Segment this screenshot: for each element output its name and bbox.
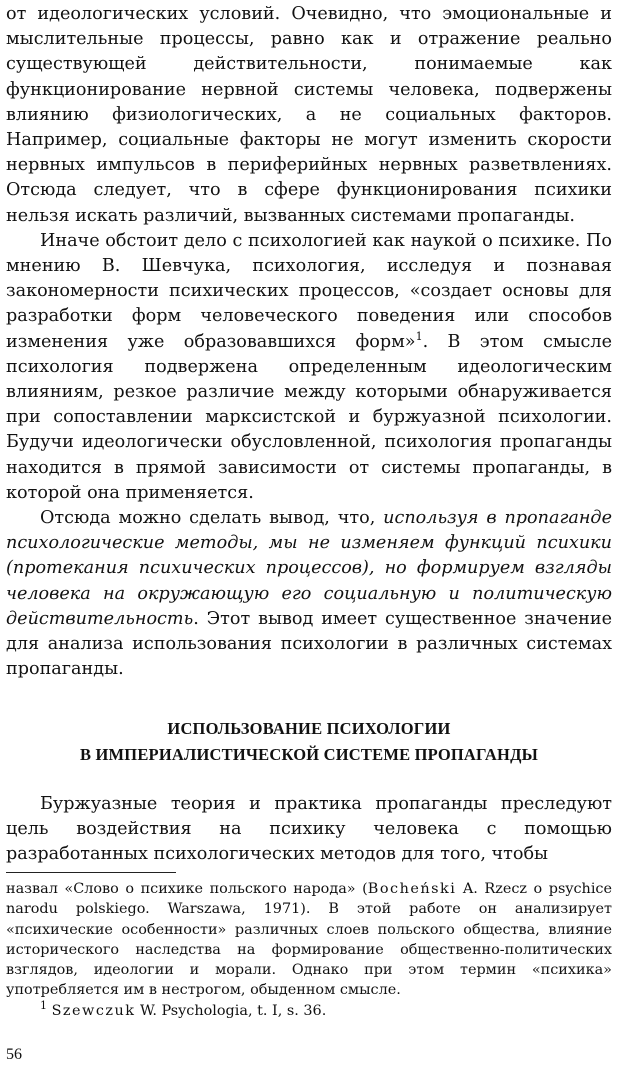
page-number: 56: [6, 1046, 22, 1063]
paragraph-3-lead: Отсюда можно сделать вывод, что,: [40, 508, 384, 529]
footnote-1-marker: 1: [40, 998, 47, 1012]
footnote-1-rest: W. Psychologia, t. I, s. 36.: [135, 1002, 327, 1019]
section-heading-line-2: В ИМПЕРИАЛИСТИЧЕСКОЙ СИСТЕМЕ ПРОПАГАНДЫ: [79, 745, 539, 764]
section-heading: [6, 716, 612, 768]
footnote-divider: [6, 872, 176, 873]
paragraph-3-tail: . Этот вывод имеет существенное значение для анализа использования психологии в различных системах пропаганды.: [6, 608, 612, 680]
section-heading-line-1: ИСПОЛЬЗОВАНИЕ ПСИХОЛОГИИ: [167, 719, 451, 738]
paragraph-2-text: Иначе обстоит дело с психологией как наукой о психике. По мнению В. Шевчука, психология, исследуя и познавая закономерности психических процессов, «создает основы для разработки форм человеческого поведения или способов изменения уже образовавшихся форм»: [6, 230, 612, 352]
paragraph-2: [6, 229, 612, 506]
paragraph-3-emphasis: используя в пропаганде психологические методы, мы не изменяем функций психики (протекания психических процессов), но формируем взгляды человека на окружающую его социальную и политическую действительность: [6, 508, 612, 629]
paragraph-4: Буржуазные теория и практика пропаганды преследуют цель воздействия на психику человека с помощью разработанных психологических методов для того, чтобы: [6, 794, 612, 865]
footnote-1-author: Szewczuk: [51, 1002, 136, 1019]
footnote-1: [6, 998, 612, 1021]
footnote-author: Bocheński: [367, 881, 457, 897]
footnotes: [6, 879, 612, 1021]
book-page: [6, 0, 612, 1076]
footnote-continuation-rest: A. Rzecz o psychice narodu polskiego. Warszawa, 1971). В этой работе он анализирует «психические особенности» различных слоев польского общества, влияние исторического наследства на формирование общественно-политических взглядов, идеологии и морали. Однако при этом термин «психика» употребляется им в нестрогом, обыденном смысле.: [6, 881, 612, 999]
paragraph-3: [6, 506, 612, 682]
main-text: [6, 2, 612, 682]
paragraph-1: от идеологических условий. Очевидно, что эмоциональные и мыслительные процессы, равно как и отражение реально существующей действительности, понимаемые как функционирование нервной системы человека, подвержены влиянию физиологических, а не социальных факторов. Например, социальные факторы не могут изменить скорости нервных импульсов в периферийных нервных разветвлениях. Отсюда следует, что в сфере функционирования психики нельзя искать различий, вызванных системами пропаганды.: [6, 4, 612, 226]
section-text: [6, 792, 612, 868]
footnote-continuation-lead: назвал «Слово о психике польского народа» (: [6, 881, 368, 897]
footnote-ref-1: 1: [415, 329, 423, 343]
footnote-continuation: [6, 879, 612, 1001]
paragraph-2-text-cont: . В этом смысле психология подвержена определенным идеологическим влияниям, резкое различие между которыми обнаруживается при сопоставлении марксистской и буржуазной психологии. Будучи идеологически обусловленной, психология пропаганды находится в прямой зависимости от системы пропаганды, в которой она применяется.: [6, 331, 612, 503]
